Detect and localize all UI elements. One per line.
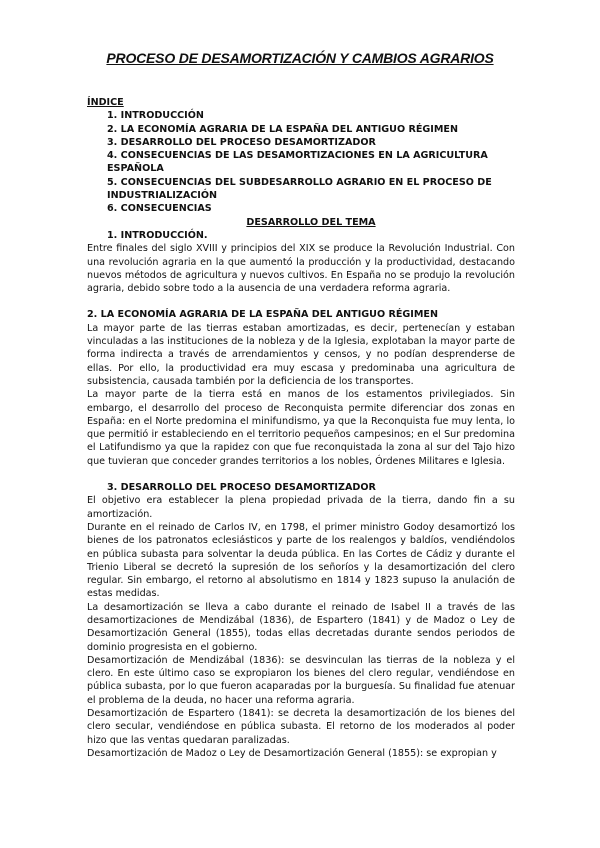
section-1-heading: 1. INTRODUCCIÓN.: [107, 229, 208, 241]
section-1-paragraph-1: Entre finales del siglo XVIII y principios del XIX se produce la Revolución Industrial. Con una revolución agraria en la que aumentó la producción y la productividad, destacando nuevos métodos de agricultura y nuevos cultivos. En España no se produjo la revolución agraria, debido sobre todo a la ausencia de una verdadera reforma agraria.: [87, 243, 515, 295]
index-item-2: 2. LA ECONOMÍA AGRARIA DE LA ESPAÑA DEL ANTIGUO RÉGIMEN: [107, 123, 458, 135]
index-item-6: 6. CONSECUENCIAS: [107, 203, 212, 215]
section-2-heading: 2. LA ECONOMÍA AGRARIA DE LA ESPAÑA DEL ANTIGUO RÉGIMEN: [87, 309, 438, 321]
section-3-paragraph-6: Desamortización de Madoz o Ley de Desamortización General (1855): se expropian y: [87, 747, 497, 759]
index-heading: ÍNDICE: [87, 97, 124, 108]
section-3-paragraph-3: La desamortización se lleva a cabo durante el reinado de Isabel II a través de las desamortizaciones de Mendizábal (1836), de Espartero (1841) y de Madoz o Ley de Desamortización General (1855), todas ellas decretadas durante sendos periodos de dominio progresista en el gobierno.: [87, 601, 515, 653]
section-2-paragraph-2: La mayor parte de la tierra está en manos de los estamentos privilegiados. Sin embargo, el desarrollo del proceso de Reconquista permite diferenciar dos zonas en España: en el Norte predomina el minifundismo, ya que la Reconquista fue muy lenta, lo que permitió ir estableciendo en el territorio pequeños campesinos; en el Sur predomina el Latifundismo ya que la rapidez con que fue reconquistada la zona al sur del Tajo hizo que tuvieran que conceder grandes territorios a los nobles, Órdenes Militares e Iglesia.: [87, 389, 515, 467]
index-item-4: 4. CONSECUENCIAS DE LAS DESAMORTIZACIONES EN LA AGRICULTURA ESPAÑOLA: [107, 150, 488, 175]
section-3-paragraph-2: Durante en el reinado de Carlos IV, en 1798, el primer ministro Godoy desamortizó los bienes de los patronatos eclesiásticos y parte de los realengos y baldíos, vendiéndolos en pública subasta para solventar la deuda pública. En las Cortes de Cádiz y durante el Trienio Liberal se decretó la supresión de los señoríos y la desamortización del clero regular. Sin embargo, el retorno al absolutismo en 1814 y 1823 supuso la anulación de estas medidas.: [87, 521, 515, 600]
section-3-paragraph-4: Desamortización de Mendizábal (1836): se desvinculan las tierras de la nobleza y el clero. En este último caso se expropiaron los bienes del clero regular, vendiéndose en pública subasta, por lo que fueron acaparadas por la burguesía. Su finalidad fue atenuar el problema de la deuda, no hacer una reforma agraria.: [87, 654, 515, 706]
document-body: [87, 96, 515, 760]
section-2-paragraph-1: La mayor parte de las tierras estaban amortizadas, es decir, pertenecían y estaban vinculadas a las instituciones de la nobleza y de la Iglesia, explotaban la mayor parte de forma indirecta a través de arrendamientos y censos, y no podían desprenderse de ellas. Por ello, la productividad era muy escasa y predominaba una agricultura de subsistencia, causada también por la deficiencia de los transportes.: [87, 322, 515, 387]
index-item-3: 3. DESARROLLO DEL PROCESO DESAMORTIZADOR: [107, 136, 376, 148]
index-item-5: 5. CONSECUENCIAS DEL SUBDESARROLLO AGRARIO EN EL PROCESO DE INDUSTRIALIZACIÓN: [107, 176, 492, 202]
section-3-paragraph-5: Desamortización de Espartero (1841): se decreta la desamortización de los bienes del clero secular, vendiéndose en pública subasta. El retorno de los moderados al poder hizo que las ventas quedaran paralizadas.: [87, 708, 515, 746]
section-3-heading: 3. DESARROLLO DEL PROCESO DESAMORTIZADOR: [107, 482, 376, 494]
topic-heading: DESARROLLO DEL TEMA: [246, 216, 376, 228]
index-item-1: 1. INTRODUCCIÓN: [107, 110, 204, 122]
section-3-paragraph-1: El objetivo era establecer la plena propiedad privada de la tierra, dando fin a su amortización.: [87, 495, 515, 520]
document-title: PROCESO DE DESAMORTIZACIÓN Y CAMBIOS AGRARIOS: [106, 50, 494, 66]
